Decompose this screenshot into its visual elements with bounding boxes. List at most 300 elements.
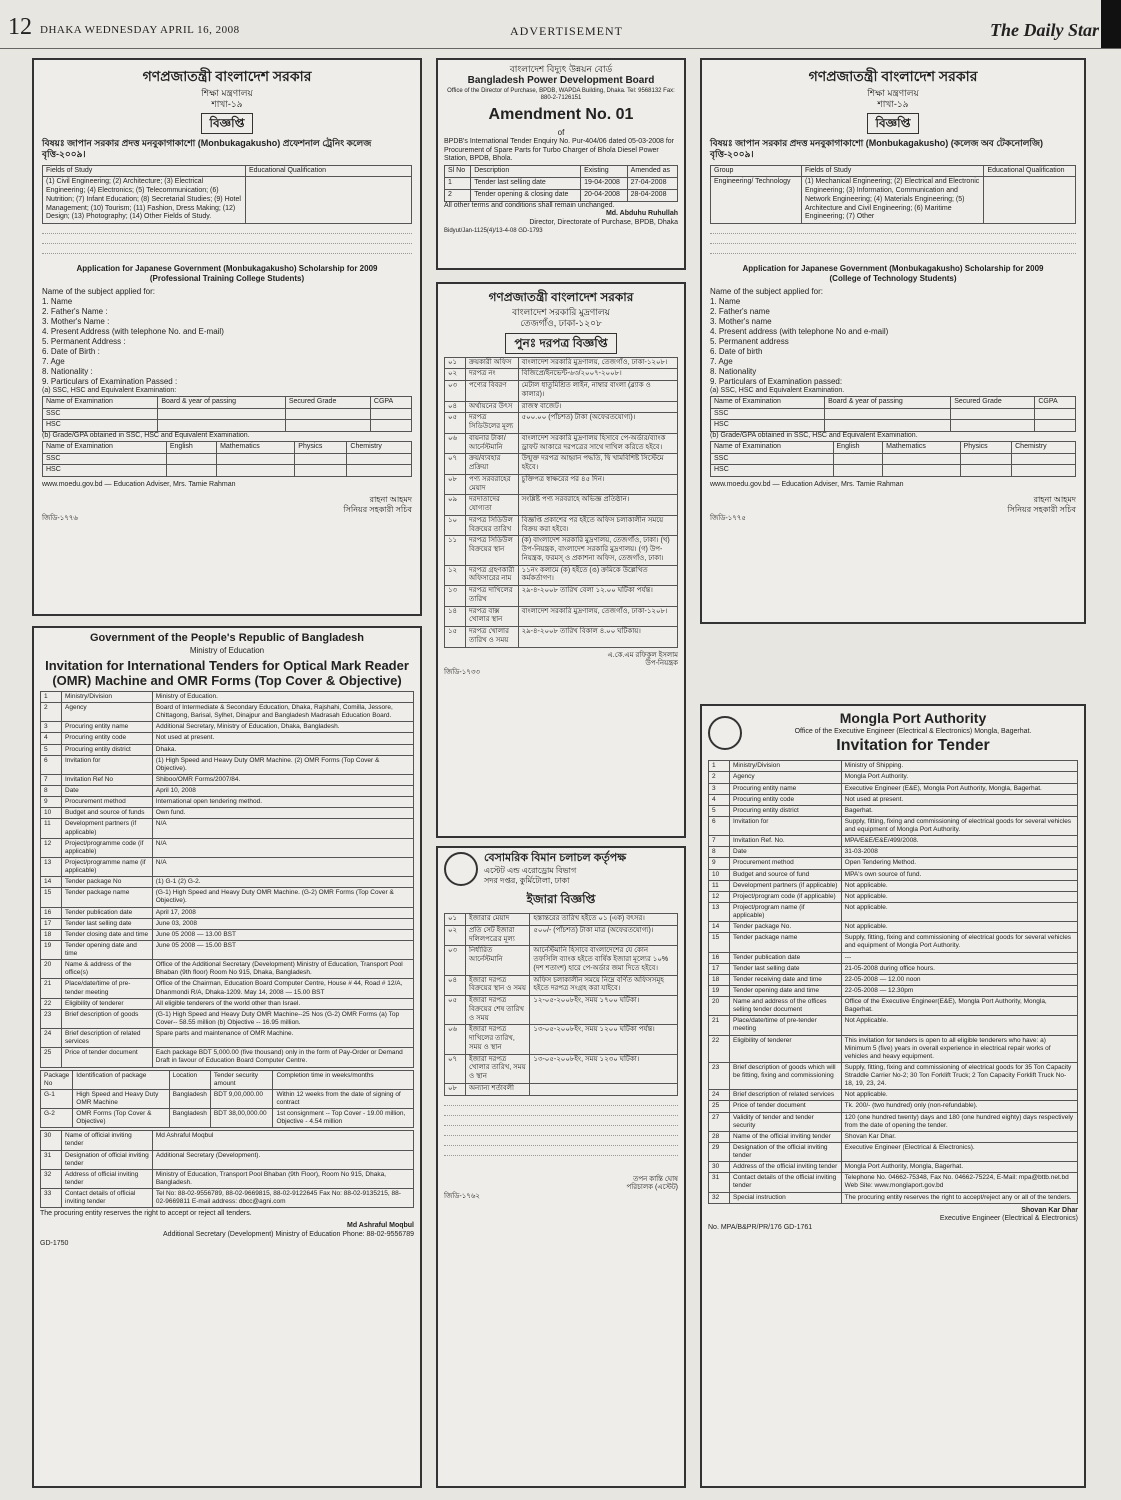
table-cell: Tender last selling date xyxy=(730,963,842,974)
masthead xyxy=(0,0,1121,49)
table-row xyxy=(709,805,1078,816)
ad1-item: 5. Permanent Address : xyxy=(42,337,126,346)
ad4-item: 5. Permanent address xyxy=(710,337,789,346)
ad2-body: BPDB's International Tender Enquiry No. Pur-404/06 dated 05-03-2008 for Procurement of Spare Parts for Turbo Charger of Bhola Diesel Power Station, BPDB, Bhola. xyxy=(444,138,675,162)
ad3-ref: জিডি-১৭৩৩ xyxy=(444,669,480,676)
table-cell: 25 xyxy=(41,1048,62,1067)
ad1-gov: গণপ্রজাতন্ত্রী বাংলাদেশ সরকার xyxy=(142,68,312,84)
ad4-col: Educational Qualification xyxy=(984,165,1076,177)
table-cell: 20 xyxy=(41,960,62,979)
ad5-signer: Md Ashraful Moqbul xyxy=(346,1222,414,1230)
table-cell: ০৯ xyxy=(445,495,466,516)
table-cell: Procuring entity code xyxy=(730,794,842,805)
table-header xyxy=(41,1070,414,1089)
table-row xyxy=(709,836,1078,847)
table-cell: ১০ xyxy=(445,515,466,536)
ad-omr-tender xyxy=(32,626,422,1488)
table-cell: Ministry/Division xyxy=(730,761,842,772)
mongla-port-logo-icon xyxy=(708,716,742,750)
table-row xyxy=(709,794,1078,805)
ad7-signer: Shovan Kar Dhar xyxy=(1021,1206,1078,1214)
table-cell: দরপত্র সিডিউল বিক্রয়ের তারিখ xyxy=(466,515,519,536)
table-row xyxy=(41,888,414,907)
ad5-gov: Government of the People's Republic of Bangladesh xyxy=(90,632,364,644)
table-cell: বাংলাদেশ সরকারি মুদ্রণালয়, তেজগাঁও, ঢাকা-১২০৮। xyxy=(518,606,677,627)
ad7-signer-title: Executive Engineer (Electrical & Electronics) xyxy=(939,1215,1078,1223)
table-cell: রাজস্ব বাজেট। xyxy=(518,401,677,413)
table-cell: Ministry/Division xyxy=(62,691,153,702)
table-row xyxy=(709,997,1078,1016)
ad3-title: পুনঃ দরপত্র বিজ্ঞপ্তি xyxy=(505,333,616,354)
table-cell: ৫০০/- (পাঁচশত) টাকা মাত্র (অফেরতযোগ্য)। xyxy=(530,925,678,946)
table-row xyxy=(709,761,1078,772)
ad6-table xyxy=(444,913,678,1096)
ad4-gov: গণপ্রজাতন্ত্রী বাংলাদেশ সরকার xyxy=(808,68,978,84)
table-cell: Supply, fitting, fixing and commissioning of electrical goods for several vehicles and equipment of Mongla Port Authority. xyxy=(841,816,1077,835)
table-cell: 32 xyxy=(709,1192,730,1203)
ad4-fields: (1) Mechanical Engineering; (2) Electrical and Electronic Engineering; (3) Information, Communication and Network Engineering; (4) Materials Engineering; (5) Architecture and Civil Engineering; (6) Maritime Engineering; (7) Other xyxy=(801,177,984,224)
table-row xyxy=(709,816,1078,835)
table-cell: ১৩ xyxy=(445,586,466,607)
table-cell: Office of the Additional Secretary (Development) Ministry of Education, Transport Pool Bhaban (9th floor) Room No 915, Dhaka, Bangladesh. xyxy=(152,960,413,979)
table-cell: Procuring entity name xyxy=(62,722,153,733)
table-cell: Brief description of goods which will be fitting, fixing and commissioning xyxy=(730,1062,842,1089)
table-cell: Tender last selling date xyxy=(62,918,153,929)
table-cell: Place/date/time of pre-tender meeting xyxy=(730,1016,842,1035)
table-cell: Procuring entity district xyxy=(62,744,153,755)
table-row xyxy=(41,808,414,819)
ad2-signer-title: Director, Directorate of Purchase, BPDB, Dhaka xyxy=(529,219,678,227)
ad4-grade-col: Chemistry xyxy=(1012,441,1076,453)
table-cell: বাংলাদেশ সরকারি মুদ্রণালয় হিসাবে পে-অর্ডার/ব্যাংক ড্রাফট আকারে দরপত্রের সাথে দাখিল করিতে হইবে। xyxy=(518,433,677,454)
table-row xyxy=(709,1142,1078,1161)
table-cell: ১৪ xyxy=(445,606,466,627)
ad4-app-title: Application for Japanese Government (Monbukagakusho) Scholarship for 2009 xyxy=(742,264,1044,273)
table-row xyxy=(445,536,678,565)
table-row xyxy=(709,1016,1078,1035)
ad-bpdb-amendment xyxy=(436,58,686,270)
table-row xyxy=(41,733,414,744)
table-cell: ৫০০.০০ (পাঁচশত) টাকা (অফেরতযোগ্য)। xyxy=(518,413,677,434)
table-cell: 9 xyxy=(41,797,62,808)
table-cell: আর্নেস্টমানি হিসাবে বাংলাদেশের যে কোন তফসিলি ব্যাংক হইতে বার্ষিক ইজারা মূল্যের ১০% (দশ শতাংশ) হারে পে-অর্ডার জমা দিতে হইবে। xyxy=(530,946,678,975)
ad6-signer: তপন কান্তি ঘোষ xyxy=(633,1175,678,1183)
table-cell: 17 xyxy=(41,918,62,929)
table-row xyxy=(709,1035,1078,1062)
ad1-fields: (1) Civil Engineering; (2) Architecture; (3) Electrical Engineering; (4) Electronics; (5) Telecommunication; (6) Nutrition; (7) Infant Education; (8) Secretarial Studies; (9) Hotel Management; (10) Tourism; (11) Fashion, Dress Making; (12) Design; (13) Photography; (14) Other Fields of Study. xyxy=(43,177,246,224)
ad-scholarship-ptc xyxy=(32,58,422,616)
ad4-grade-col: Mathematics xyxy=(883,441,960,453)
table-cell: দরপত্র গ্রহণকারী অফিসারের নাম xyxy=(466,565,519,586)
table-row xyxy=(709,902,1078,921)
table-cell: 17 xyxy=(709,963,730,974)
ad1-item: 1. Name xyxy=(42,297,73,306)
table-cell: High Speed and Heavy Duty OMR Machine xyxy=(73,1089,169,1108)
table-row xyxy=(709,847,1078,858)
table-cell: Within 12 weeks from the date of signing of contract xyxy=(273,1089,414,1108)
table-cell: Tender package name xyxy=(730,933,842,952)
table-row xyxy=(709,772,1078,783)
table-cell: 20 xyxy=(709,997,730,1016)
table-row xyxy=(445,413,678,434)
table-header-cell: Completion time in weeks/months xyxy=(273,1070,414,1089)
table-cell: Development partners (if applicable) xyxy=(730,880,842,891)
table-row xyxy=(445,1083,678,1095)
table-cell: 28 xyxy=(709,1131,730,1142)
table-row xyxy=(445,1054,678,1083)
table-cell: ০৫ xyxy=(445,413,466,434)
table-cell: Additional Secretary (Development). xyxy=(152,1150,413,1169)
table-cell: 18 xyxy=(709,974,730,985)
ad-civil-aviation-lease xyxy=(436,846,686,1488)
ad2-org: Bangladesh Power Development Board xyxy=(467,75,655,87)
table-cell: --- xyxy=(841,952,1077,963)
table-cell: BDT 38,00,000.00 xyxy=(210,1109,273,1128)
ad1-grade-col: Physics xyxy=(295,441,347,453)
ad6-sub: এস্টেট এন্ড এরোড্রোম বিভাগ xyxy=(484,865,577,875)
table-cell: 10 xyxy=(709,869,730,880)
ad1-fields-table xyxy=(42,165,412,225)
ad1-item: 2. Father's Name : xyxy=(42,307,108,316)
table-cell: 31 xyxy=(709,1173,730,1192)
table-cell: ইজারা দরপত্র খোলার তারিখ, সময় ও স্থান xyxy=(466,1054,530,1083)
table-row xyxy=(709,880,1078,891)
table-cell: (G-1) High Speed and Heavy Duty OMR Machine--25 Nos (G-2) OMR Forms (a) Top Cover-- 58.55 million (b) Objective -- 16.95 million. xyxy=(152,1009,413,1028)
table-cell: 4 xyxy=(709,794,730,805)
table-cell: 16 xyxy=(41,907,62,918)
ad4-signer: রাহনা আহমদ xyxy=(1033,495,1076,505)
table-cell: Shiboo/OMR Forms/2007/84. xyxy=(152,774,413,785)
ad2-cell: 1 xyxy=(445,178,471,190)
ad2-table xyxy=(444,165,678,201)
ad2-col: Amended as xyxy=(627,166,677,178)
table-cell: দরপত্র দাখিলের তারিখ xyxy=(466,586,519,607)
table-cell: 24 xyxy=(41,1029,62,1048)
table-cell: Brief description of related services xyxy=(730,1090,842,1101)
table-cell: Date xyxy=(62,786,153,797)
table-cell: 21 xyxy=(709,1016,730,1035)
table-cell: Brief description of goods xyxy=(62,1009,153,1028)
ad4-exam-row: SSC xyxy=(711,408,825,420)
table-cell: Contact details of official inviting tender xyxy=(62,1189,153,1208)
table-row xyxy=(41,786,414,797)
ad4-grade-col: English xyxy=(833,441,883,453)
table-header-cell: Location xyxy=(169,1070,210,1089)
table-row xyxy=(41,1089,414,1108)
table-row xyxy=(41,857,414,876)
table-row xyxy=(41,929,414,940)
table-cell: Procurement method xyxy=(730,858,842,869)
table-cell: Bangladesh xyxy=(169,1089,210,1108)
table-row xyxy=(41,755,414,774)
ad1-app-sub: (Professional Training College Students) xyxy=(149,274,305,283)
ad2-signer: Md. Abduhu Ruhullah xyxy=(605,210,678,218)
ad2-cell: 2 xyxy=(445,189,471,201)
table-cell: নির্ধারিত আর্নেস্টমানি xyxy=(466,946,530,975)
ad2-cell: 19-04-2008 xyxy=(581,178,628,190)
table-cell: Date xyxy=(730,847,842,858)
table-cell: ক্রয়/ব্যবহার প্রক্রিয়া xyxy=(466,454,519,475)
table-row xyxy=(41,1029,414,1048)
ad2-cell: 20-04-2008 xyxy=(581,189,628,201)
ad2-cell: 28-04-2008 xyxy=(627,189,677,201)
table-cell: Designation of the official inviting tender xyxy=(730,1142,842,1161)
ad4-item: 8. Nationality xyxy=(710,367,757,376)
ad7-ref: No. MPA/B&PR/PR/176 GD-1761 xyxy=(708,1224,813,1232)
table-cell: 2 xyxy=(709,772,730,783)
ad5-ministry: Ministry of Education xyxy=(189,645,265,655)
table-cell: ০৫ xyxy=(445,996,466,1025)
table-row xyxy=(41,1169,414,1188)
table-row xyxy=(41,960,414,979)
ad2-col: Description xyxy=(471,166,581,178)
ad3-signer-title: উপ-নিয়ন্ত্রক xyxy=(645,660,678,668)
table-cell: Eligibility of tenderer xyxy=(62,998,153,1009)
section-title: ADVERTISEMENT xyxy=(510,24,623,38)
table-header-cell: Identification of package xyxy=(73,1070,169,1089)
table-cell: Name of the official inviting tender xyxy=(730,1131,842,1142)
table-row xyxy=(709,963,1078,974)
table-cell: Supply, fitting, fixing and commissioning of electrical goods for several vehicles and equipment of Mongla Port Authority. xyxy=(841,933,1077,952)
ad4-item: 9. Particulars of Examination passed: xyxy=(710,377,843,386)
ad2-cell: Tender opening & closing date xyxy=(471,189,581,201)
table-row xyxy=(445,495,678,516)
ad4-item: 1. Name xyxy=(710,297,741,306)
table-cell: N/A xyxy=(152,857,413,876)
table-cell: ০৬ xyxy=(445,1025,466,1054)
table-header-cell: Package No xyxy=(41,1070,73,1089)
table-cell: Procurement method xyxy=(62,797,153,808)
table-row xyxy=(709,1090,1078,1101)
table-cell: The procuring entity reserves the right to accept/reject any or all of the tenders. xyxy=(841,1192,1077,1203)
ad7-org: Mongla Port Authority xyxy=(839,710,987,726)
table-cell: Agency xyxy=(730,772,842,783)
table-cell: Project/programme name (if applicable) xyxy=(62,857,153,876)
ad4-item: 2. Father's name xyxy=(710,307,770,316)
ad5-signer-title: Additional Secretary (Development) Ministry of Education Phone: 88-02-9556789 xyxy=(163,1230,414,1238)
table-row xyxy=(445,975,678,996)
table-cell: চুক্তিপত্র স্বাক্ষরের পর ৪৫ দিন। xyxy=(518,474,677,495)
ad5-procuring-table xyxy=(40,1130,414,1208)
ad1-col-qual: Educational Qualification xyxy=(245,165,411,177)
table-row xyxy=(709,891,1078,902)
table-cell: 31 xyxy=(41,1150,62,1169)
table-cell: Procuring entity code xyxy=(62,733,153,744)
table-cell: 1 xyxy=(41,691,62,702)
table-cell: প্রতি সেট ইজারা দলিলপত্রের মূল্য xyxy=(466,925,530,946)
table-cell: Agency xyxy=(62,703,153,722)
table-cell: Tender publication date xyxy=(62,907,153,918)
table-cell: Md Ashraful Moqbul xyxy=(152,1131,413,1150)
table-row xyxy=(445,996,678,1025)
table-cell: ১৫ xyxy=(445,627,466,648)
table-cell: 5 xyxy=(709,805,730,816)
table-cell: Budget and source of fund xyxy=(730,869,842,880)
table-row xyxy=(41,918,414,929)
ad4-exam-col: CGPA xyxy=(1035,396,1076,408)
ad-printing-retender xyxy=(436,282,686,838)
table-cell: Invitation for xyxy=(62,755,153,774)
ad4-qual xyxy=(984,177,1076,224)
table-cell: Not applicable. xyxy=(841,902,1077,921)
table-cell: Not applicable. xyxy=(841,880,1077,891)
table-cell: Tender opening date and time xyxy=(62,940,153,959)
ad1-grade-row: SSC xyxy=(43,453,167,465)
ad4-ssc-label: (a) SSC, HSC and Equivalent Examination. xyxy=(710,387,845,394)
ad4-item: 7. Age xyxy=(710,357,733,366)
table-cell: 30 xyxy=(709,1162,730,1173)
table-cell: ১৩-০৫-২০০৮ইং, সময় ১২০০ ঘটিকা পর্যন্ত। xyxy=(530,1025,678,1054)
table-cell: 27 xyxy=(709,1112,730,1131)
table-row xyxy=(41,1009,414,1028)
table-cell: ১২-০৫-২০০৮ইং, সময় ১৭০০ ঘটিকা। xyxy=(530,996,678,1025)
ad1-name-label: Name of the subject applied for: xyxy=(42,287,155,296)
ad3-addr: তেজগাঁও, ঢাকা-১২০৮ xyxy=(520,318,602,329)
table-cell: অন্যান্য শর্তাবলী xyxy=(466,1083,530,1095)
table-cell: Tk. 200/- (two hundred) only (non-refundable). xyxy=(841,1101,1077,1112)
ad1-exam-table xyxy=(42,396,412,432)
table-row xyxy=(445,357,678,369)
table-row xyxy=(41,722,414,733)
table-cell: ইজারার মেয়াদ xyxy=(466,914,530,926)
table-cell: Development partners (if applicable) xyxy=(62,819,153,838)
table-cell: Address of the official inviting tender xyxy=(730,1162,842,1173)
table-cell: Procuring entity name xyxy=(730,783,842,794)
table-row xyxy=(709,869,1078,880)
table-cell: Office of the Executive Engineer(E&E), Mongla Port Authority, Mongla, Bagerhat. xyxy=(841,997,1077,1016)
table-cell: Spare parts and maintenance of OMR Machine. xyxy=(152,1029,413,1048)
table-cell: 8 xyxy=(41,786,62,797)
ad1-form-items xyxy=(42,297,412,387)
table-cell: (1) G-1 (2) G-2. xyxy=(152,877,413,888)
table-cell: 33 xyxy=(41,1189,62,1208)
ad1-url[interactable]: www.moedu.gov.bd xyxy=(42,481,103,488)
ad1-instructions xyxy=(42,224,412,264)
ad4-exam-col: Board & year of passing xyxy=(825,396,951,408)
table-cell: Price of tender document xyxy=(730,1101,842,1112)
table-cell: 24 xyxy=(709,1090,730,1101)
table-cell: 16 xyxy=(709,952,730,963)
ad1-item: 6. Date of Birth : xyxy=(42,347,100,356)
ad4-name-label: Name of the subject applied for: xyxy=(710,287,823,296)
ad1-ssc-label: (a) SSC, HSC and Equivalent Examination: xyxy=(42,387,177,394)
table-cell: 19 xyxy=(709,985,730,996)
table-row xyxy=(41,1189,414,1208)
table-cell: 21 xyxy=(41,979,62,998)
table-cell: ০৪ xyxy=(445,401,466,413)
table-cell: 7 xyxy=(41,774,62,785)
table-cell: 4 xyxy=(41,733,62,744)
ad1-grade-label: (b) Grade/GPA obtained in SSC, HSC and Equivalent Examination. xyxy=(42,432,250,439)
ad3-dept: বাংলাদেশ সরকারি মুদ্রণালয় xyxy=(512,307,610,317)
table-row xyxy=(709,985,1078,996)
ad1-subject: বিষয়ঃ জাপান সরকার প্রদত্ত মনবুকাগাকাশো (Monbukagakusho) প্রফেশনাল ট্রেনিং কলেজ বৃত্তি-২০০৯। xyxy=(42,138,372,160)
ad4-subject: বিষয়ঃ জাপান সরকার প্রদত্ত মনবুকাগাকাশো (Monbukagakusho) (কলেজ অব টেকনোলজি) বৃত্তি-২০০৯। xyxy=(710,138,1044,160)
table-cell: 13 xyxy=(709,902,730,921)
ad5-title: Invitation for International Tenders for Optical Mark Reader (OMR) Machine and OMR Forms (Top Cover & Objective) xyxy=(45,657,409,689)
table-cell: 30 xyxy=(41,1131,62,1150)
table-row xyxy=(709,783,1078,794)
table-cell: G-2 xyxy=(41,1109,73,1128)
ad1-grade-col: Mathematics xyxy=(217,441,295,453)
table-cell: ০৬ xyxy=(445,433,466,454)
ad4-grade-col: Physics xyxy=(960,441,1012,453)
ad1-exam-col: CGPA xyxy=(370,396,411,408)
table-cell: June 05 2008 — 15.00 BST xyxy=(152,940,413,959)
table-cell: Budget and source of funds xyxy=(62,808,153,819)
table-cell: 23 xyxy=(41,1009,62,1028)
table-cell: Additional Secretary, Ministry of Education, Dhaka, Bangladesh. xyxy=(152,722,413,733)
ad1-exam-col: Board & year of passing xyxy=(158,396,286,408)
table-cell: 1 xyxy=(709,761,730,772)
table-cell: ০১ xyxy=(445,914,466,926)
table-row xyxy=(41,703,414,722)
ad2-org-bn: বাংলাদেশ বিদ্যুৎ উন্নয়ন বোর্ড xyxy=(509,64,613,74)
table-cell: পণ্যের বিবরণ xyxy=(466,381,519,402)
ad-scholarship-cot xyxy=(700,58,1086,624)
table-cell: Tender receiving date and time xyxy=(730,974,842,985)
ad4-item: 6. Date of birth xyxy=(710,347,763,356)
table-cell: Brief description of related services xyxy=(62,1029,153,1048)
table-cell: Address of official inviting tender xyxy=(62,1169,153,1188)
ad6-conditions xyxy=(444,1096,678,1176)
table-cell: ইজারা দরপত্র বিক্রয়ের স্থান ও সময় xyxy=(466,975,530,996)
table-row xyxy=(709,922,1078,933)
ad1-signer: রাহনা আহমদ xyxy=(369,495,412,505)
ad4-exam-col: Name of Examination xyxy=(711,396,825,408)
ad2-ref: Bidyut/Jan-1125(4)/13-4-08 GD-1793 xyxy=(444,227,543,234)
table-row xyxy=(445,606,678,627)
table-row xyxy=(709,1162,1078,1173)
ad1-exam-row: HSC xyxy=(43,420,158,432)
table-cell: Invitation for xyxy=(730,816,842,835)
ad2-office: Office of the Director of Purchase, BPDB, WAPDA Building, Dhaka. Tel: 9568132 Fax: 880-2-7126151 xyxy=(447,87,675,101)
table-cell: Place/date/time of pre-tender meeting xyxy=(62,979,153,998)
ad1-col-fields: Fields of Study xyxy=(43,165,246,177)
ad1-grade-col: English xyxy=(166,441,216,453)
table-cell: 11 xyxy=(41,819,62,838)
ad1-grade-col: Name of Examination xyxy=(43,441,167,453)
table-cell: Name and address of the offices selling tender document xyxy=(730,997,842,1016)
ad1-item: 3. Mother's Name : xyxy=(42,317,110,326)
table-cell: Procuring entity district xyxy=(730,805,842,816)
ad3-table xyxy=(444,357,678,648)
table-cell: (G-1) High Speed and Heavy Duty OMR Machine. (G-2) OMR Forms (Top Cover & Objective). xyxy=(152,888,413,907)
ad4-url[interactable]: www.moedu.gov.bd xyxy=(710,481,771,488)
ad4-grade-col: Name of Examination xyxy=(711,441,834,453)
ad1-item: 9. Particulars of Examination Passed : xyxy=(42,377,178,386)
table-row xyxy=(445,586,678,607)
table-cell: MPA's own source of fund. xyxy=(841,869,1077,880)
ad4-group: Engineering/ Technology xyxy=(711,177,802,224)
table-cell: Tender opening date and time xyxy=(730,985,842,996)
ad3-gov: গণপ্রজাতন্ত্রী বাংলাদেশ সরকার xyxy=(488,290,634,304)
table-cell: Mongla Port Authority. xyxy=(841,772,1077,783)
table-cell: Not applicable. xyxy=(841,891,1077,902)
ad5-reserve: The procuring entity reserves the right to accept or reject all tenders. xyxy=(40,1210,252,1218)
ad5-package-table xyxy=(40,1070,414,1129)
table-row xyxy=(445,474,678,495)
table-cell: ইজারা দরপত্র বিক্রয়ের শেষ তারিখ ও সময় xyxy=(466,996,530,1025)
table-cell: Not Applicable. xyxy=(841,1016,1077,1035)
table-cell: Project/program code (if applicable) xyxy=(730,891,842,902)
ad6-org: বেসামরিক বিমান চলাচল কর্তৃপক্ষ xyxy=(484,852,627,865)
table-cell: Bangladesh xyxy=(169,1109,210,1128)
ad1-item: 7. Age xyxy=(42,357,65,366)
table-cell: 23 xyxy=(709,1062,730,1089)
table-cell: ০১ xyxy=(445,357,466,369)
table-cell: ০৩ xyxy=(445,946,466,975)
